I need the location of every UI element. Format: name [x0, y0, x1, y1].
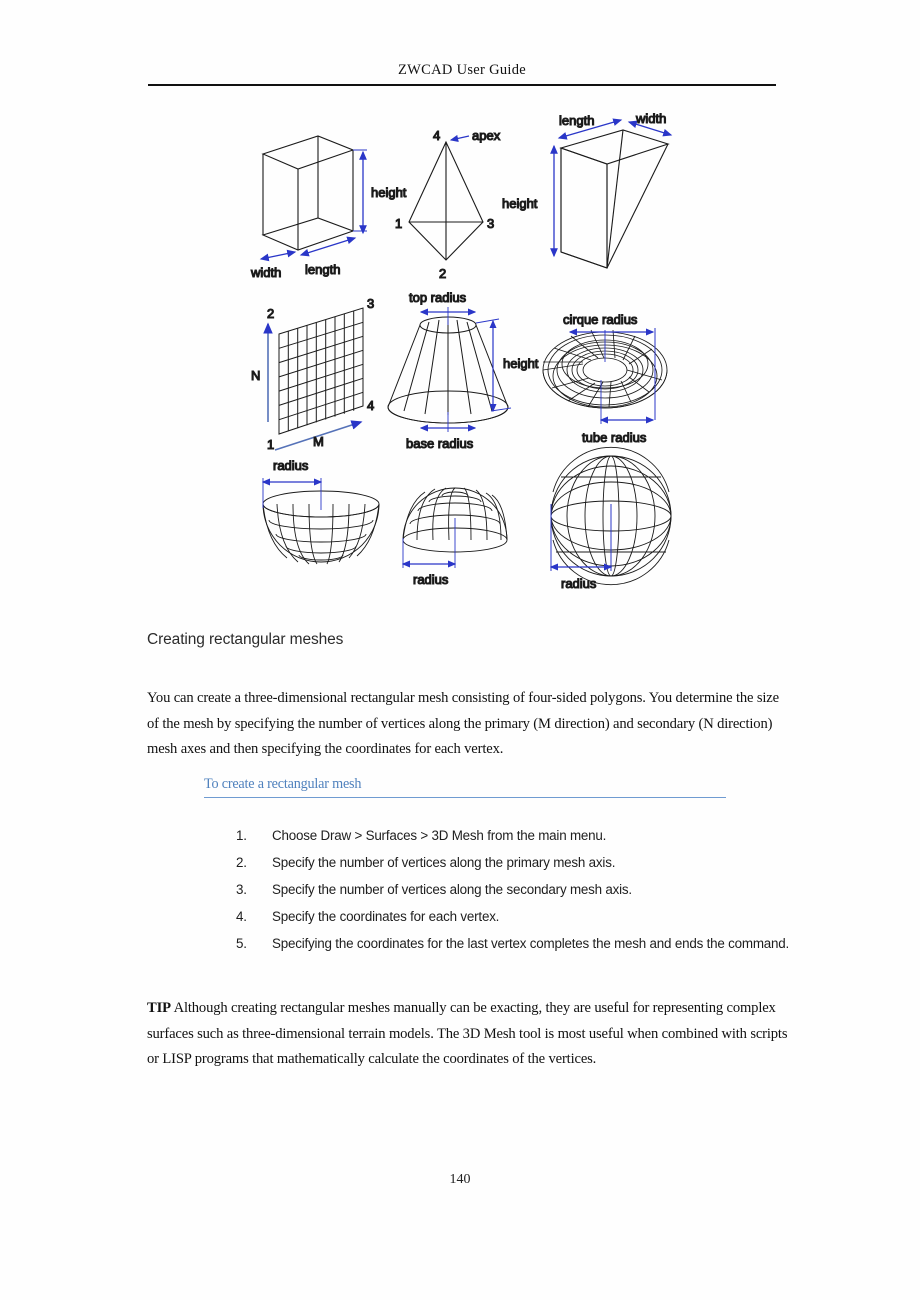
step-text: Specify the number of vertices along the primary mesh axis.: [272, 855, 616, 870]
mesh-vertex-2-label: 2: [267, 306, 275, 321]
mesh-vertex-4-label: 4: [367, 398, 375, 413]
step-number: 1.: [236, 828, 247, 843]
step-number: 3.: [236, 882, 247, 897]
box-length-label: length: [305, 262, 341, 277]
cone-top-radius-label: top radius: [409, 290, 467, 305]
wedge-length-label: length: [559, 113, 595, 128]
list-item: [236, 826, 796, 846]
step-text: Specify the number of vertices along the secondary mesh axis.: [272, 882, 632, 897]
pyramid-vertex-1-label: 1: [395, 216, 403, 231]
tip-text: Although creating rectangular meshes manually can be exacting, they are useful for representing complex surfaces such as three-dimensional terrain models. The 3D Mesh tool is most useful when combined with scripts or LISP programs that mathematically calculate the coordinates of the vertices.: [147, 1000, 788, 1067]
wedge-height-label: height: [502, 196, 538, 211]
tip-paragraph: [147, 996, 792, 1073]
header-title: ZWCAD User Guide: [397, 62, 527, 78]
wedge-wireframe: [561, 130, 668, 268]
pyramid-vertex-4-label: 4: [433, 128, 441, 143]
procedure-steps: [236, 826, 796, 961]
mesh-vertex-1-label: 1: [267, 437, 275, 452]
list-item: [236, 880, 796, 900]
list-item: [236, 853, 796, 873]
step-text: Choose Draw > Surfaces > 3D Mesh from the main menu.: [272, 828, 607, 843]
step-text: Specify the coordinates for each vertex.: [272, 909, 500, 924]
mesh-n-axis-label: N: [251, 368, 261, 383]
wedge-width-label: width: [636, 112, 667, 126]
section-heading: Creating rectangular meshes: [147, 631, 344, 648]
list-item: [236, 907, 796, 927]
pyramid-vertex-3-label: 3: [487, 216, 495, 231]
page-header: [148, 62, 776, 86]
step-number: 5.: [236, 936, 247, 951]
page-number: 140: [449, 1172, 471, 1187]
list-item: [236, 934, 796, 954]
procedure-heading-block: [204, 776, 726, 798]
pyramid-vertex-2-label: 2: [439, 266, 447, 281]
intro-paragraph: You can create a three-dimensional rectangular mesh consisting of four-sided polygons. You determine the size of the mesh by specifying the number of vertices along the primary (M direction) and secondary (N direction) mesh axes and then specifying the coordinates for each vertex.: [147, 690, 779, 757]
cone-height-label: height: [503, 356, 539, 371]
step-number: 2.: [236, 855, 247, 870]
dome-radius-label: radius: [413, 572, 449, 587]
box-height-label: height: [371, 185, 407, 200]
step-number: 4.: [236, 909, 247, 924]
procedure-divider: [204, 797, 726, 798]
cone-base-radius-label: base radius: [406, 436, 474, 451]
cone-wireframe: [388, 317, 508, 423]
step-text: Specifying the coordinates for the last vertex completes the mesh and ends the command.: [272, 936, 790, 951]
box-wireframe: [263, 136, 353, 250]
mesh-vertex-3-label: 3: [367, 296, 375, 311]
dish-radius-label: radius: [273, 458, 309, 473]
torus-cirque-radius-label: cirque radius: [563, 312, 638, 327]
header-divider: [148, 84, 776, 86]
mesh-m-axis-label: M: [313, 434, 324, 449]
torus-tube-radius-label: tube radius: [582, 430, 647, 445]
pyramid-wireframe: [409, 142, 483, 260]
box-width-label: width: [251, 265, 282, 280]
sphere-radius-label: radius: [561, 576, 597, 591]
procedure-heading: To create a rectangular mesh: [204, 776, 362, 792]
tip-label: TIP: [147, 1000, 171, 1016]
pyramid-apex-label: apex: [472, 128, 501, 143]
mesh-wireframe: [279, 308, 363, 434]
primitives-figure: [243, 112, 683, 598]
